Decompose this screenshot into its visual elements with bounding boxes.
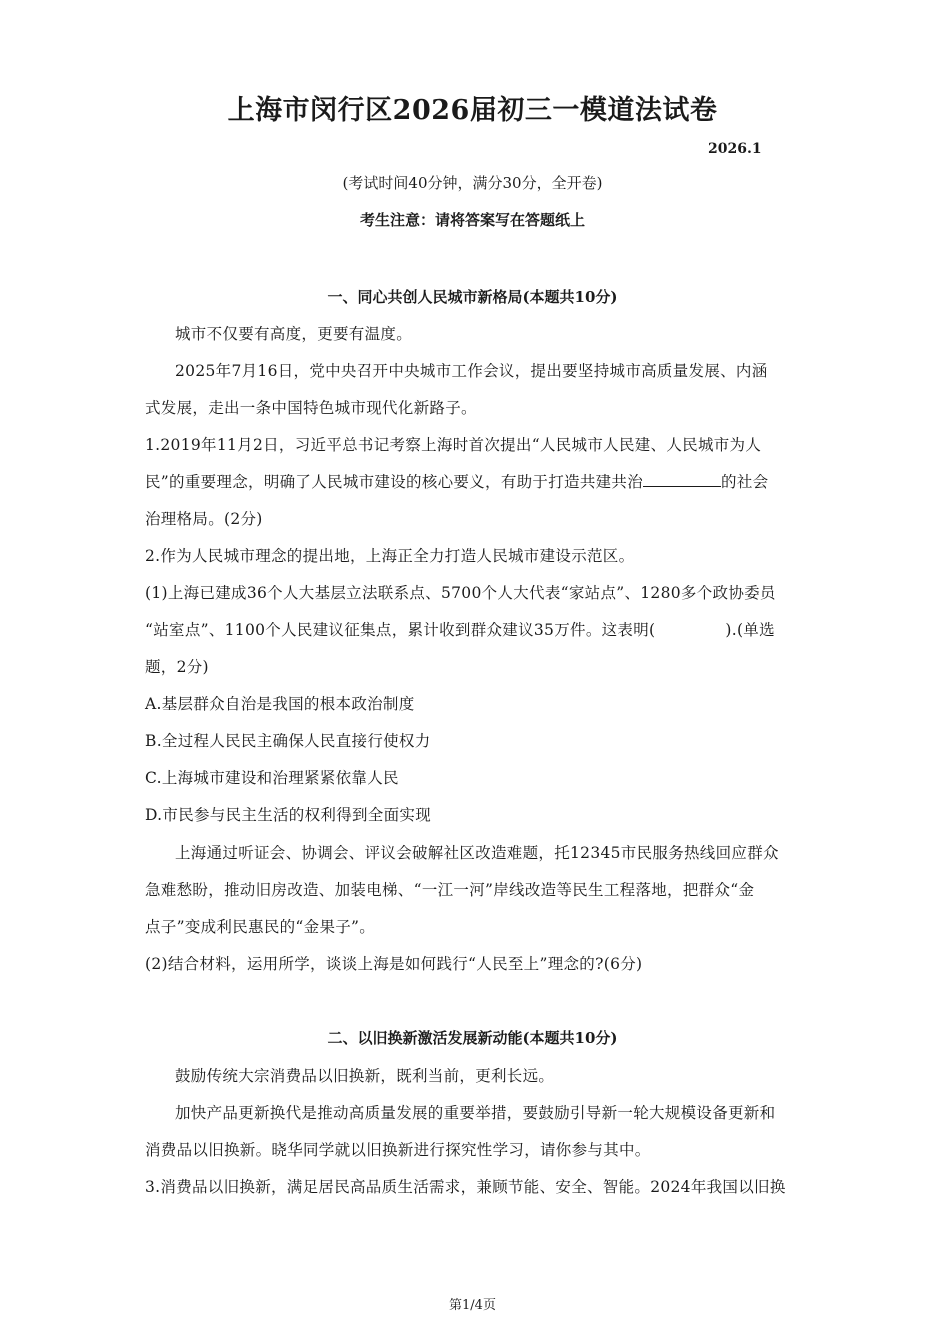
option-b: B.全过程人民民主确保人民直接行使权力 bbox=[145, 732, 431, 750]
section2-intro-1: 鼓励传统大宗消费品以旧换新，既利当前，更利长远。 bbox=[175, 1067, 555, 1085]
question2-1-line2 bbox=[145, 618, 775, 640]
section2-intro-2-line1: 加快产品更新换代是推动高质量发展的重要举措，要鼓励引导新一轮大规模设备更新和 bbox=[175, 1104, 776, 1122]
section2-heading: 二、以旧换新激活发展新动能(本题共10分) bbox=[327, 1029, 618, 1047]
question1-line2-end: 的社会 bbox=[721, 473, 769, 491]
exam-notice: 考生注意：请将答案写在答题纸上 bbox=[359, 211, 585, 229]
question2-stem: 2.作为人民城市理念的提出地，上海正全力打造人民城市建设示范区。 bbox=[145, 547, 635, 565]
answer-blank bbox=[643, 472, 721, 487]
section1-intro-1: 城市不仅要有高度，更要有温度。 bbox=[175, 325, 413, 343]
question1-line3: 治理格局。(2分) bbox=[145, 510, 263, 528]
option-a: A.基层群众自治是我国的根本政治制度 bbox=[145, 695, 415, 713]
page-number: 第1/4页 bbox=[449, 1298, 496, 1313]
page-title: 上海市闵行区2026届初三一模道法试卷 bbox=[227, 95, 718, 126]
material-line3: 点子”变成利民惠民的“金果子”。 bbox=[145, 918, 376, 936]
section1-intro-2-line1: 2025年7月16日，党中央召开中央城市工作会议，提出要坚持城市高质量发展、内涵 bbox=[175, 362, 768, 380]
exam-info: (考试时间40分钟，满分30分，全开卷) bbox=[342, 174, 603, 192]
question2-1-line2-end: ).(单选 bbox=[725, 621, 775, 639]
material-line2: 急难愁盼，推动旧房改造、加装电梯、“一江一河”岸线改造等民生工程落地，把群众“金 bbox=[145, 881, 755, 899]
section1-heading: 一、同心共创人民城市新格局(本题共10分) bbox=[327, 288, 618, 306]
question2-2: (2)结合材料，运用所学，谈谈上海是如何践行“人民至上”理念的?(6分) bbox=[145, 955, 643, 973]
question2-1-line3: 题，2分) bbox=[145, 658, 209, 676]
question2-1-line1: (1)上海已建成36个人大基层立法联系点、5700个人大代表“家站点”、1280多个政协委员 bbox=[145, 584, 776, 602]
question1-line1: 1.2019年11月2日，习近平总书记考察上海时首次提出“人民城市人民建、人民城市为人 bbox=[145, 436, 762, 454]
material-line1: 上海通过听证会、协调会、评议会破解社区改造难题，托12345市民服务热线回应群众 bbox=[175, 844, 779, 862]
section2-intro-2-line2: 消费品以旧换新。晓华同学就以旧换新进行探究性学习，请你参与其中。 bbox=[145, 1141, 651, 1159]
question1-line2-text: 民”的重要理念，明确了人民城市建设的核心要义，有助于打造共建共治 bbox=[145, 473, 644, 491]
question1-line2 bbox=[145, 470, 768, 492]
question2-1-line2-text: “站室点”、1100个人民建议征集点，累计收到群众建议35万件。这表明( bbox=[145, 621, 656, 639]
exam-date: 2026.1 bbox=[708, 141, 762, 157]
option-c: C.上海城市建设和治理紧紧依靠人民 bbox=[145, 769, 399, 787]
question3-line1: 3.消费品以旧换新，满足居民高品质生活需求，兼顾节能、安全、智能。2024年我国以旧换 bbox=[145, 1178, 786, 1196]
section1-intro-2-line2: 式发展，走出一条中国特色城市现代化新路子。 bbox=[145, 399, 477, 417]
option-d: D.市民参与民主生活的权利得到全面实现 bbox=[145, 806, 432, 824]
